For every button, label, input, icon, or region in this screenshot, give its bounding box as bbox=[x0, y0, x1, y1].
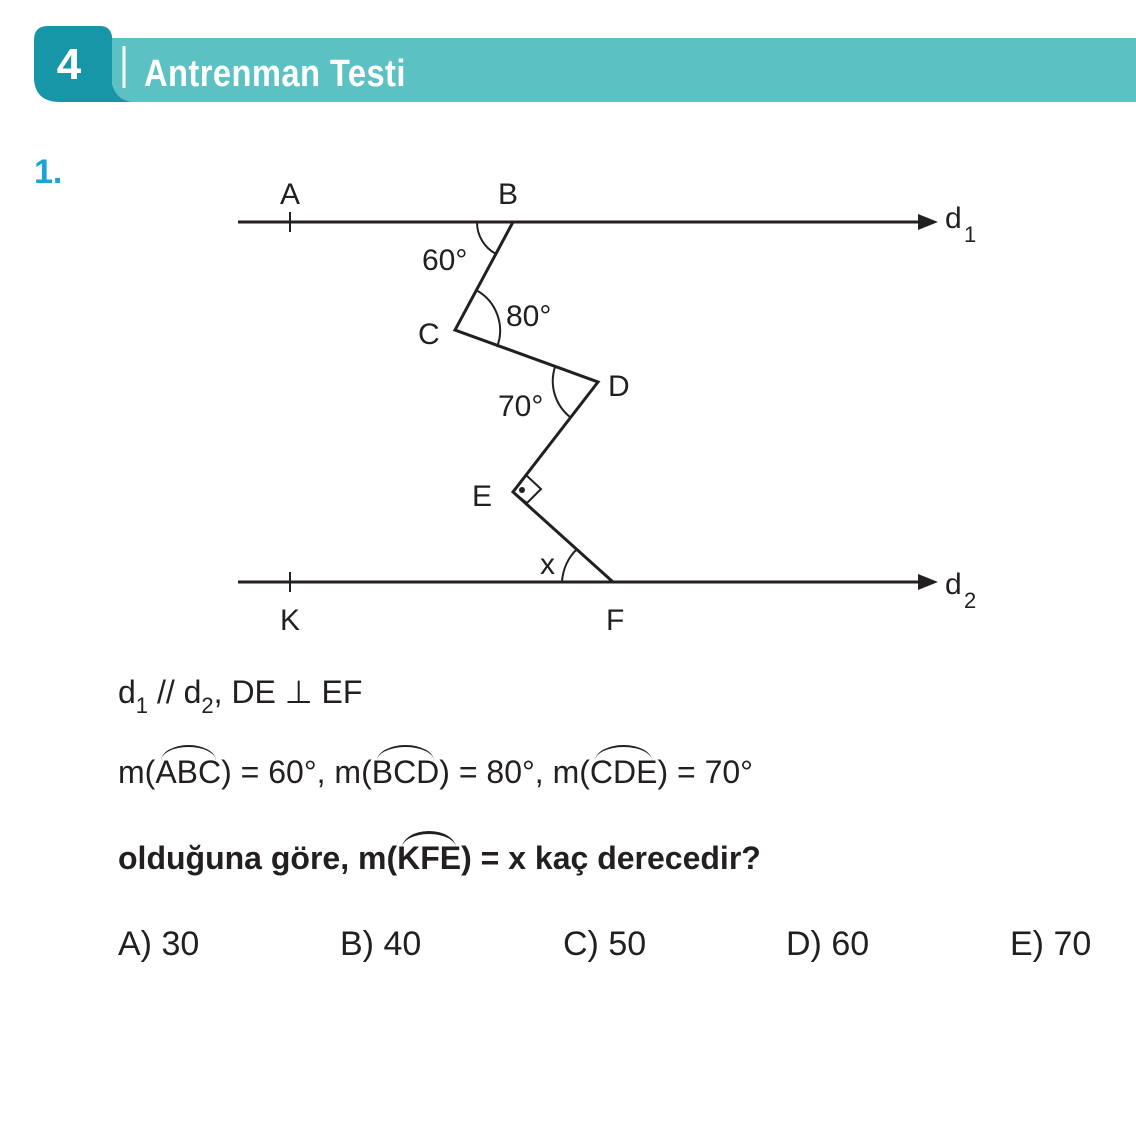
label-k: K bbox=[280, 604, 301, 637]
arc-b bbox=[477, 222, 496, 254]
measures-line bbox=[118, 752, 753, 792]
given-line bbox=[118, 672, 363, 718]
test-title: Antrenman Testi bbox=[144, 53, 406, 95]
choice-b[interactable]: B) 40 bbox=[340, 925, 422, 963]
given-d1-sub: 1 bbox=[135, 693, 149, 718]
header-banner bbox=[0, 0, 1136, 110]
arrow-d1 bbox=[918, 214, 938, 230]
label-d1: d bbox=[945, 202, 962, 235]
prompt-text-1: olduğuna göre, m( bbox=[118, 840, 398, 876]
label-d: D bbox=[608, 370, 630, 403]
angle-abc: ABC bbox=[155, 754, 222, 790]
measures-text-4: ) = 70° bbox=[657, 754, 753, 790]
choice-d[interactable]: D) 60 bbox=[786, 925, 870, 963]
measures-text-3: ) = 80°, m( bbox=[439, 754, 590, 790]
arc-d bbox=[553, 367, 570, 417]
angle-bcd: BCD bbox=[371, 754, 440, 790]
geometry-figure bbox=[0, 160, 1136, 640]
given-d1: d bbox=[118, 674, 136, 710]
right-angle-dot bbox=[519, 487, 525, 493]
angle-kfe: KFE bbox=[397, 840, 462, 876]
angle-label-70: 70° bbox=[498, 390, 544, 423]
label-a: A bbox=[280, 178, 301, 211]
label-b: B bbox=[498, 178, 519, 211]
test-number: 4 bbox=[56, 40, 82, 89]
question-prompt bbox=[118, 838, 761, 878]
label-d2: d bbox=[945, 568, 962, 601]
label-c: C bbox=[418, 318, 440, 351]
angle-cde: CDE bbox=[589, 754, 658, 790]
label-d2-sub: 2 bbox=[964, 588, 977, 613]
given-perpendicular: , DE ⊥ EF bbox=[213, 674, 363, 710]
choice-a[interactable]: A) 30 bbox=[118, 925, 200, 963]
measures-text-2: ) = 60°, m( bbox=[221, 754, 372, 790]
angle-label-x: x bbox=[540, 548, 555, 581]
angle-label-80: 80° bbox=[506, 300, 552, 333]
given-parallel: // bbox=[148, 674, 184, 710]
label-e: E bbox=[472, 480, 493, 513]
angle-label-60: 60° bbox=[422, 244, 468, 277]
choice-c[interactable]: C) 50 bbox=[563, 925, 647, 963]
question-number: 1. bbox=[34, 153, 63, 191]
choice-e[interactable]: E) 70 bbox=[1010, 925, 1092, 963]
prompt-text-2: ) = x kaç derecedir? bbox=[461, 840, 761, 876]
given-d2: d bbox=[183, 674, 202, 710]
arrow-d2 bbox=[918, 574, 938, 590]
label-f: F bbox=[606, 604, 625, 637]
arc-f bbox=[562, 549, 577, 582]
answer-choices bbox=[0, 924, 1136, 968]
given-d2-sub: 2 bbox=[201, 693, 214, 718]
measures-text-1: m( bbox=[118, 754, 156, 790]
label-d1-sub: 1 bbox=[964, 222, 977, 247]
